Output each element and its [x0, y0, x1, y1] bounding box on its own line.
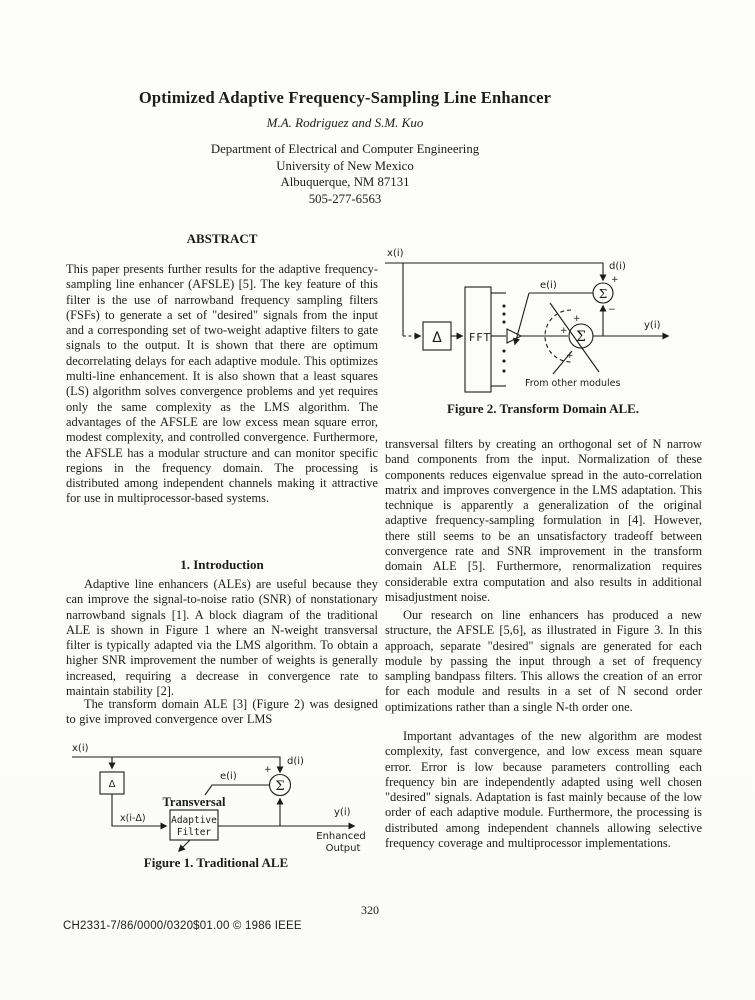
- figure1-error-label: e(i): [220, 771, 237, 782]
- figure1-caption: Figure 1. Traditional ALE: [143, 855, 289, 870]
- affiliation-department: Department of Electrical and Computer Engineering: [210, 142, 480, 156]
- figure2-desired-label: d(i): [609, 261, 626, 272]
- figure1-output-label: y(i): [334, 807, 351, 818]
- figure1-input-label: x(i): [72, 743, 89, 754]
- page-number: 320: [361, 903, 379, 917]
- figure2-input-label: x(i): [387, 248, 404, 259]
- figure1-filter-label-line2: Filter: [176, 827, 212, 838]
- figure1-traditional-ale-diagram: [60, 737, 370, 855]
- affiliation-phone: 505-277-6563: [308, 191, 382, 206]
- figure1-output-desc-label: Output: [325, 843, 361, 854]
- abstract-heading: ABSTRACT: [186, 231, 258, 246]
- figure2-fft-label: FFT: [469, 331, 492, 344]
- figure2-upper-minus-sign: −: [608, 305, 616, 315]
- introduction-heading: 1. Introduction: [180, 557, 264, 572]
- figure2-upper-plus-sign: +: [611, 275, 619, 285]
- introduction-paragraph-2: The transform domain ALE [3] (Figure 2) was designed to give improved convergence over LMS: [66, 697, 378, 727]
- figure2-upper-sigma-glyph: Σ: [598, 287, 608, 301]
- figure2-delta-glyph: Δ: [432, 330, 442, 346]
- figure1-sigma-glyph: Σ: [275, 779, 285, 794]
- figure1-delta-glyph: Δ: [108, 779, 116, 790]
- figure1-filter-label-line1: Adaptive: [171, 815, 217, 826]
- copyright-notice: CH2331-7/86/0000/0320$01.00 © 1986 IEEE: [63, 920, 302, 932]
- figure1-plus-sign: +: [264, 765, 272, 775]
- figure2-from-other-modules-label: From other modules: [525, 378, 621, 389]
- figure2-transform-domain-ale-diagram: [385, 246, 700, 401]
- figure2-bottomleft-plus-sign: +: [566, 351, 574, 361]
- right-column-paragraph-3: Important advantages of the new algorithm are modest complexity, fast convergence, and low excess mean square error. Error is low because parameters controlling each frequency bin are independently adapted using well chosen "desired" signals. Adaptation is fast mainly because of the low order of each adaptive module. Furthermore, the processing is distributed among independent channels allowing selective frequency coverage and multiprocessor implementations.: [385, 729, 702, 851]
- figure2-topleft-plus-sign: +: [573, 314, 581, 324]
- paper-authors: M.A. Rodriguez and S.M. Kuo: [266, 115, 424, 130]
- affiliation-block: [0, 141, 690, 207]
- right-column-paragraph-2: Our research on line enhancers has produced a new structure, the AFSLE [5,6], as illustrated in Figure 3. In this approach, separate "desired" signals are generated for each module by passing the input through a set of frequency sampling bandpass filters. This allows the creation of an error for each module and results in a set of N second order optimizations rather than a single N-th order one.: [385, 608, 702, 714]
- abstract-text: This paper presents further results for the adaptive frequency-sampling line enhancer (AFSLE) [5]. The key feature of this filter is the use of narrowband frequency sampling filters (FSFs) to generate a set of "desired" signals from the input and a corresponding set of two-weight adaptive filters to gate signals to the output. It is shown that there are optimum decorrelating delays for each adaptive module. This optimizes multi-line enhancement. It is also shown that a least squares (LS) algorithm solves convergence problems and yet requires only the same complexity as the LMS algorithm. The advantages of the AFSLE are low excess mean square error, modest complexity, and controlled convergence. Furthermore, the AFSLE has a modular structure and can monitor specific regions in the frequency domain. The processing is distributed among independent channels making it attractive for use in multiprocessor-based systems.: [66, 262, 378, 506]
- affiliation-university: University of New Mexico: [276, 158, 414, 173]
- figure1-desired-label: d(i): [287, 756, 304, 767]
- figure2-error-label: e(i): [540, 280, 557, 291]
- affiliation-city: Albuquerque, NM 87131: [280, 175, 410, 189]
- introduction-paragraph-1: Adaptive line enhancers (ALEs) are useful because they can improve the signal-to-noise ratio (SNR) of nonstationary narrowband signals [1]. A block diagram of the traditional ALE is shown in Figure 1 where an N-weight transversal filter is typically adapted via the LMS algorithm. To obtain a higher SNR improvement the number of weights is generally increased, requiring a decrease in convergence rate to maintain stability [2].: [66, 577, 378, 699]
- figure1-transversal-label: Transversal: [162, 795, 226, 809]
- figure1-enhanced-label: Enhanced: [316, 831, 366, 842]
- figure1-delayed-input-label: x(i-Δ): [120, 813, 146, 824]
- paper-title: Optimized Adaptive Frequency-Sampling Line Enhancer: [138, 88, 552, 107]
- figure2-wiring: [385, 263, 668, 392]
- right-column-paragraph-1: transversal filters by creating an orthogonal set of N narrow band components from the input. Normalization of these components reduces eigenvalue spread in the auto-correlation matrix and improves convergence in the LMS adaptation. This technique is apparently a generalization of the original adaptive frequency-sampling formulation in [4]. However, there still seems to be an unsatisfactory tradeoff between convergence rate and SNR improvement in the transform domain ALE [5]. Furthermore, renormalization requires considerable extra computation and also results in additional misadjustment noise.: [385, 437, 702, 604]
- figure2-left-plus-sign: +: [560, 326, 568, 336]
- figure2-caption: Figure 2. Transform Domain ALE.: [446, 401, 640, 416]
- figure2-lower-sigma-glyph: Σ: [576, 329, 586, 345]
- figure2-output-label: y(i): [644, 320, 661, 331]
